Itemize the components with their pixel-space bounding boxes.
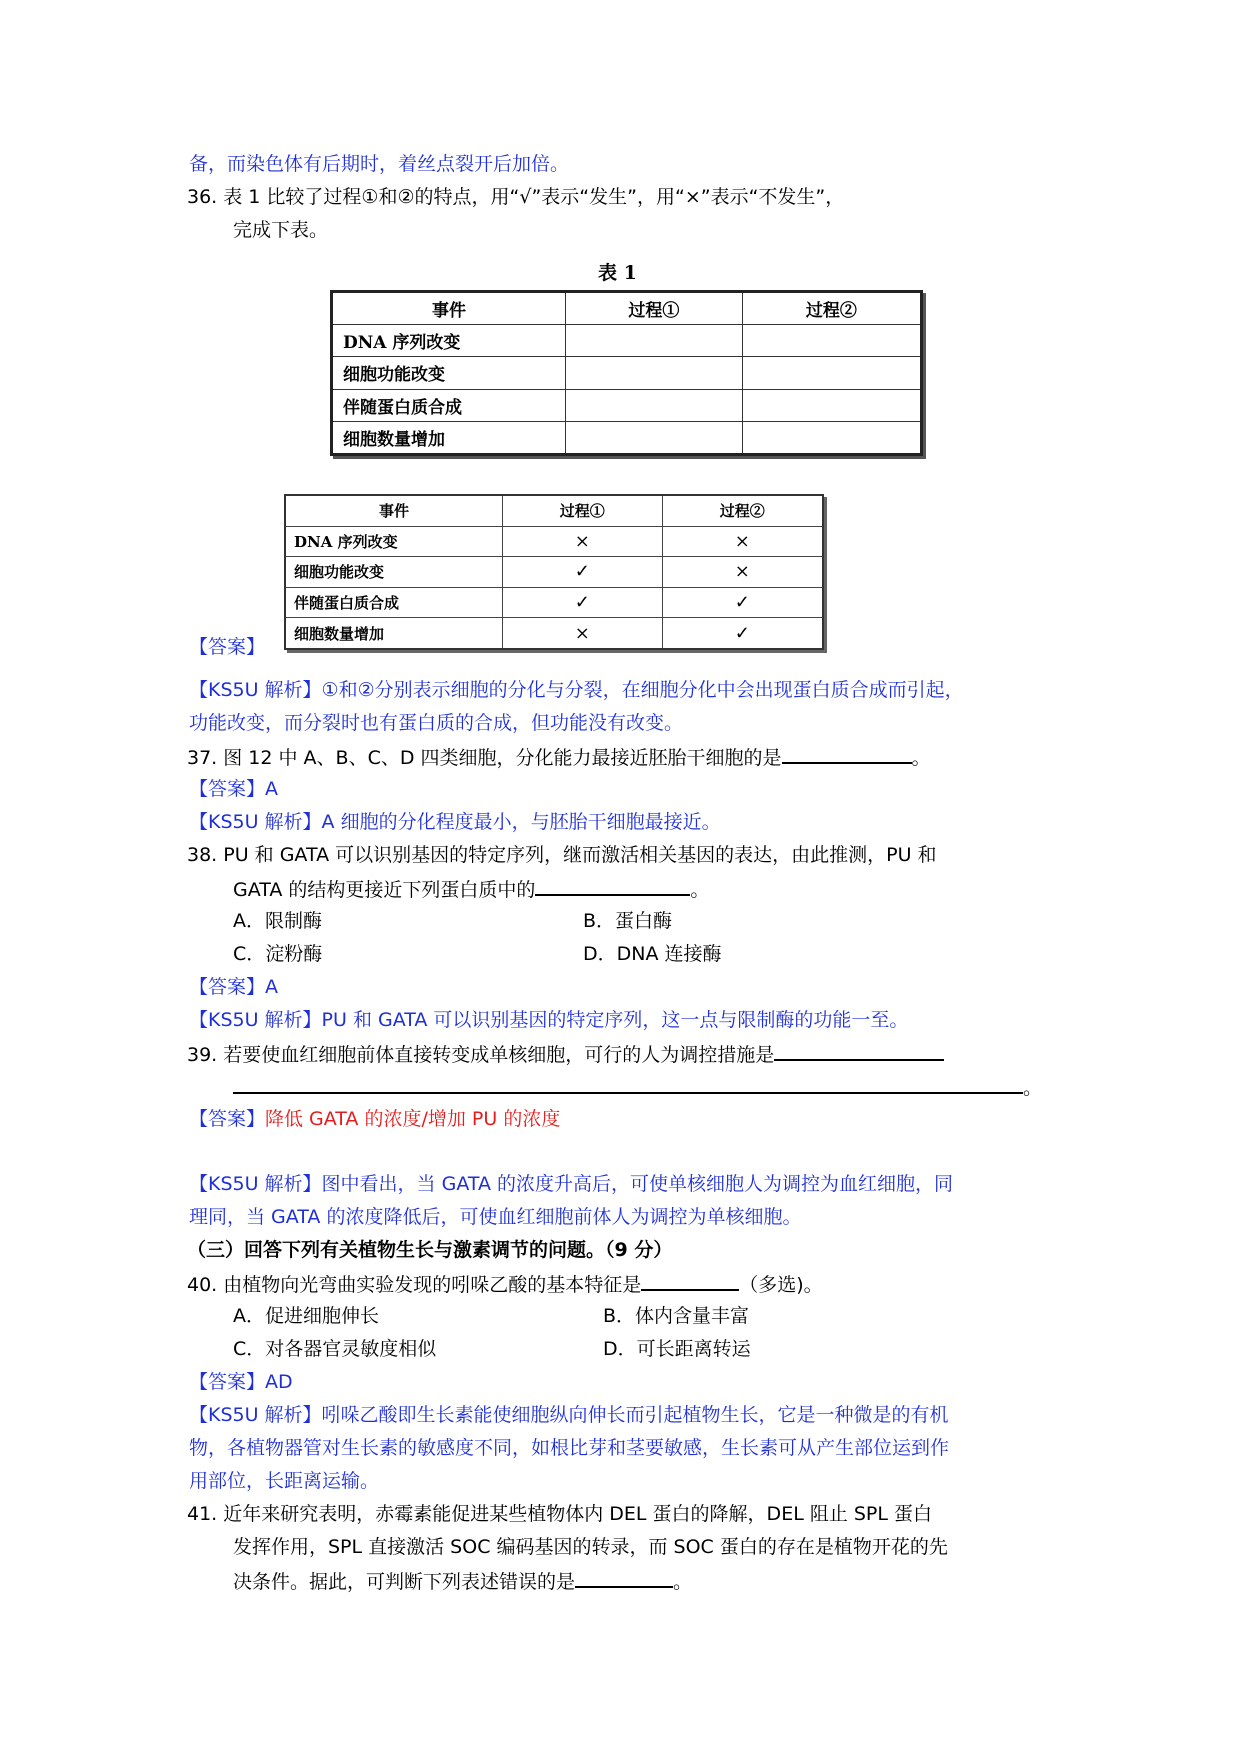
option-38-a: A．限制酶 (233, 910, 322, 932)
analysis-40-line-3: 用部位，长距离运输。 (189, 1470, 380, 1492)
question-38-line-2 (233, 872, 709, 907)
answer-table-event-cell: 伴随蛋白质合成 (285, 587, 503, 618)
table-1-empty-cell (566, 325, 743, 357)
question-37-end: 。 (911, 747, 931, 769)
answer-blank (641, 1267, 739, 1291)
answer-table (284, 494, 824, 650)
analysis-40-line-1: 【KS5U 解析】吲哚乙酸即生长素能使细胞纵向伸长而引起植物生长，它是一种微是的有机 (189, 1404, 949, 1426)
question-39-text: 39. 若要使血红细胞前体直接转变成单核细胞，可行的人为调控措施是 (187, 1044, 775, 1066)
table-1-event-cell: 细胞数量增加 (332, 421, 566, 454)
question-41-text: 决条件。据此，可判断下列表述错误的是 (233, 1571, 576, 1593)
question-40-end: （多选)。 (739, 1274, 823, 1296)
table-row (285, 587, 823, 618)
table-1-caption: 表 1 (598, 262, 637, 284)
section-3-heading: （三）回答下列有关植物生长与激素调节的问题。（9 分） (187, 1239, 673, 1261)
analysis-36-line-1: 【KS5U 解析】①和②分别表示细胞的分化与分裂，在细胞分化中会出现蛋白质合成而引起， (189, 679, 964, 701)
table-1-empty-cell (566, 421, 743, 454)
answer-blank (535, 872, 690, 896)
answer-table-event-cell: DNA 序列改变 (285, 526, 503, 557)
table-1-header-process-1: 过程① (566, 292, 743, 325)
table-1-empty-cell (566, 389, 743, 421)
check-mark: ✓ (503, 557, 663, 588)
table-1-empty-cell (742, 389, 921, 421)
question-41-end: 。 (673, 1571, 693, 1593)
option-40-b: B．体内含量丰富 (603, 1305, 750, 1327)
question-36-line-1: 36. 表 1 比较了过程①和②的特点，用“√”表示“发生”，用“×”表示“不发生”， (187, 186, 845, 208)
answer-blank (233, 1070, 1023, 1094)
answer-39-text: 降低 GATA 的浓度/增加 PU 的浓度 (265, 1108, 561, 1130)
cross-mark: × (503, 618, 663, 649)
answer-38: 【答案】A (189, 976, 278, 998)
question-37-text: 37. 图 12 中 A、B、C、D 四类细胞，分化能力最接近胚胎干细胞的是 (187, 747, 782, 769)
answer-blank (575, 1564, 673, 1588)
check-mark: ✓ (662, 587, 823, 618)
question-39-line-2 (233, 1070, 1042, 1105)
table-1 (330, 290, 923, 456)
table-1-empty-cell (742, 421, 921, 454)
answer-37: 【答案】A (189, 778, 278, 800)
question-40 (187, 1267, 823, 1302)
question-41-line-2: 发挥作用，SPL 直接激活 SOC 编码基因的转录，而 SOC 蛋白的存在是植物开花的先 (233, 1536, 948, 1558)
answer-table-event-cell: 细胞功能改变 (285, 557, 503, 588)
table-row (285, 526, 823, 557)
check-mark: ✓ (662, 618, 823, 649)
cross-mark: × (662, 557, 823, 588)
table-1-event-cell: DNA 序列改变 (332, 325, 566, 357)
table-1-empty-cell (566, 357, 743, 389)
question-39-line-1 (187, 1037, 944, 1072)
question-36-line-2: 完成下表。 (233, 219, 329, 241)
table-row (285, 618, 823, 649)
question-41-line-1: 41. 近年来研究表明，赤霉素能促进某些植物体内 DEL 蛋白的降解，DEL 阻止 SPL 蛋白 (187, 1503, 933, 1525)
table-1-empty-cell (742, 325, 921, 357)
analysis-38: 【KS5U 解析】PU 和 GATA 可以识别基因的特定序列，这一点与限制酶的功能一至。 (189, 1009, 909, 1031)
option-40-c: C．对各器官灵敏度相似 (233, 1338, 437, 1360)
table-row (332, 325, 922, 357)
answer-table-header-event: 事件 (285, 495, 503, 526)
answer-table-header-process-1: 过程① (503, 495, 663, 526)
question-37 (187, 740, 931, 775)
answer-table-header-process-2: 过程② (662, 495, 823, 526)
table-1-empty-cell (742, 357, 921, 389)
check-mark: ✓ (503, 587, 663, 618)
answer-table-event-cell: 细胞数量增加 (285, 618, 503, 649)
cross-mark: × (662, 526, 823, 557)
table-1-header-row (332, 292, 922, 325)
table-row (285, 557, 823, 588)
answer-39 (189, 1103, 560, 1136)
table-row (332, 421, 922, 454)
question-38-end: 。 (690, 879, 710, 901)
table-row (332, 389, 922, 421)
analysis-39-line-2: 理同，当 GATA 的浓度降低后，可使血红细胞前体人为调控为单核细胞。 (189, 1206, 802, 1228)
question-39-end: 。 (1023, 1077, 1043, 1099)
option-38-c: C．淀粉酶 (233, 943, 323, 965)
answer-label-36: 【答案】 (189, 636, 266, 658)
option-40-a: A．促进细胞伸长 (233, 1305, 379, 1327)
answer-table-header-row (285, 495, 823, 526)
table-1-event-cell: 伴随蛋白质合成 (332, 389, 566, 421)
option-40-d: D．可长距离转运 (603, 1338, 751, 1360)
question-38-line-1: 38. PU 和 GATA 可以识别基因的特定序列，继而激活相关基因的表达，由此推测，PU 和 (187, 844, 937, 866)
answer-blank (774, 1037, 944, 1061)
table-1-header-event: 事件 (332, 292, 566, 325)
continued-analysis-line: 备，而染色体有后期时，着丝点裂开后加倍。 (189, 153, 570, 175)
analysis-40-line-2: 物，各植物器管对生长素的敏感度不同，如根比芽和茎要敏感，生长素可从产生部位运到作 (189, 1437, 950, 1459)
question-41-line-3 (233, 1564, 692, 1599)
table-1-event-cell: 细胞功能改变 (332, 357, 566, 389)
table-1-header-process-2: 过程② (742, 292, 921, 325)
analysis-36-line-2: 功能改变，而分裂时也有蛋白质的合成，但功能没有改变。 (189, 712, 684, 734)
analysis-37: 【KS5U 解析】A 细胞的分化程度最小，与胚胎干细胞最接近。 (189, 811, 721, 833)
answer-40: 【答案】AD (189, 1371, 293, 1393)
cross-mark: × (503, 526, 663, 557)
table-row (332, 357, 922, 389)
question-38-text: GATA 的结构更接近下列蛋白质中的 (233, 879, 536, 901)
option-38-b: B．蛋白酶 (583, 910, 673, 932)
analysis-39-line-1: 【KS5U 解析】图中看出，当 GATA 的浓度升高后，可使单核细胞人为调控为血红细胞，同 (189, 1173, 954, 1195)
option-38-d: D．DNA 连接酶 (583, 943, 722, 965)
answer-39-label: 【答案】 (189, 1108, 266, 1130)
question-40-text: 40. 由植物向光弯曲实验发现的吲哚乙酸的基本特征是 (187, 1274, 642, 1296)
answer-blank (782, 740, 912, 764)
